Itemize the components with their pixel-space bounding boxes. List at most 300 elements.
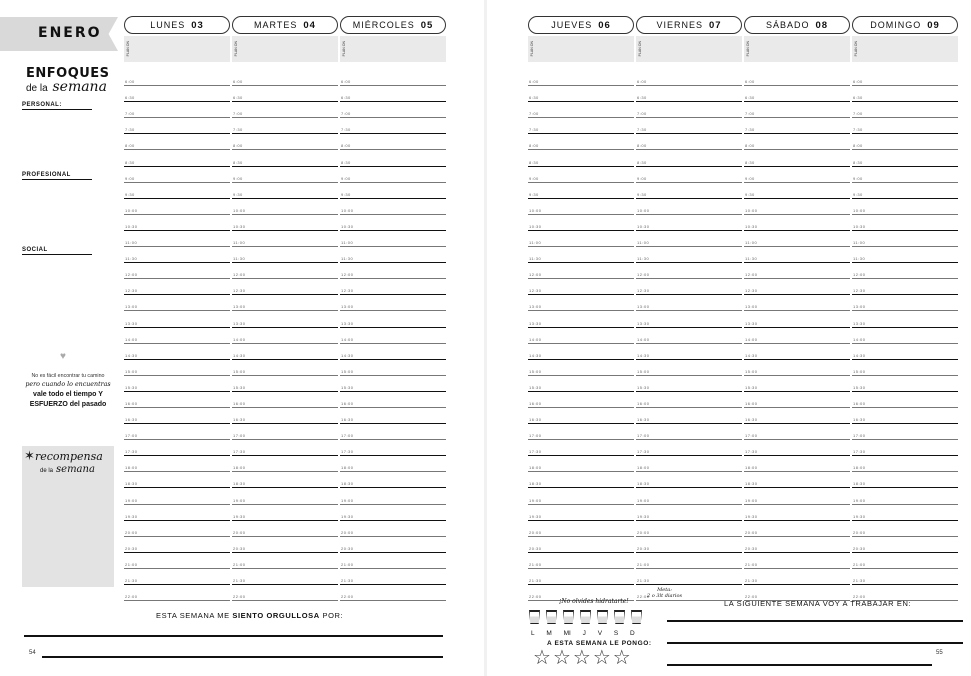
time-slot[interactable] <box>744 150 850 166</box>
time-slot[interactable] <box>340 488 446 504</box>
time-label: 18:30 <box>745 481 758 487</box>
time-slot[interactable] <box>852 537 958 553</box>
time-label: 8:30 <box>233 159 243 165</box>
time-slot[interactable] <box>124 344 230 360</box>
time-slot[interactable] <box>852 424 958 440</box>
time-slot[interactable] <box>340 505 446 521</box>
water-glass-icon[interactable] <box>529 610 540 624</box>
time-slot[interactable] <box>340 118 446 134</box>
time-slot[interactable] <box>852 505 958 521</box>
time-slot[interactable] <box>528 102 634 118</box>
time-slot[interactable] <box>636 553 742 569</box>
time-label: 8:00 <box>341 143 351 149</box>
time-slot[interactable] <box>852 376 958 392</box>
time-label: 11:30 <box>233 256 246 262</box>
time-slot[interactable] <box>232 408 338 424</box>
time-slot[interactable] <box>852 392 958 408</box>
time-slot[interactable] <box>528 247 634 263</box>
time-label: 14:30 <box>529 352 542 358</box>
time-slot[interactable] <box>528 424 634 440</box>
time-slot[interactable] <box>232 392 338 408</box>
time-slot[interactable] <box>232 199 338 215</box>
time-slot[interactable] <box>340 247 446 263</box>
time-slot[interactable] <box>528 118 634 134</box>
time-slot[interactable] <box>744 569 850 585</box>
time-slot[interactable] <box>124 328 230 344</box>
time-slot[interactable] <box>124 167 230 183</box>
time-label: 9:30 <box>637 191 647 197</box>
time-slot[interactable] <box>852 183 958 199</box>
time-slot[interactable] <box>232 311 338 327</box>
time-slot[interactable] <box>636 328 742 344</box>
time-slot[interactable] <box>744 392 850 408</box>
time-slot[interactable] <box>636 150 742 166</box>
time-slot[interactable] <box>124 585 230 601</box>
time-slot[interactable] <box>744 183 850 199</box>
time-slot[interactable] <box>232 376 338 392</box>
time-slot[interactable] <box>744 215 850 231</box>
plan-label: PLAN ON <box>342 41 346 57</box>
time-slot[interactable] <box>636 295 742 311</box>
time-slot[interactable] <box>744 247 850 263</box>
time-slot[interactable] <box>232 167 338 183</box>
time-slot[interactable] <box>528 328 634 344</box>
time-slot[interactable] <box>528 215 634 231</box>
time-slot[interactable] <box>232 70 338 86</box>
time-slot[interactable] <box>852 118 958 134</box>
time-slot[interactable] <box>528 521 634 537</box>
day-header-pill <box>124 16 230 34</box>
time-label: 6:00 <box>745 79 755 85</box>
time-slot[interactable] <box>232 537 338 553</box>
time-slot[interactable] <box>124 215 230 231</box>
time-slot[interactable] <box>744 360 850 376</box>
time-slot[interactable] <box>528 199 634 215</box>
time-slot[interactable] <box>124 376 230 392</box>
time-slot[interactable] <box>852 488 958 504</box>
time-slot[interactable] <box>340 392 446 408</box>
time-slot[interactable] <box>744 311 850 327</box>
time-slot[interactable] <box>636 537 742 553</box>
time-slot[interactable] <box>340 328 446 344</box>
time-slot[interactable] <box>528 150 634 166</box>
time-slot[interactable] <box>636 311 742 327</box>
time-slot[interactable] <box>528 311 634 327</box>
time-slot[interactable] <box>124 118 230 134</box>
time-slot[interactable] <box>636 505 742 521</box>
time-label: 9:30 <box>853 191 863 197</box>
time-slot[interactable] <box>124 392 230 408</box>
time-slot[interactable] <box>232 150 338 166</box>
time-slot[interactable] <box>124 102 230 118</box>
time-label: 15:00 <box>529 368 542 374</box>
time-slot[interactable] <box>744 86 850 102</box>
time-slot[interactable] <box>744 102 850 118</box>
time-slot[interactable] <box>636 488 742 504</box>
plan-band[interactable] <box>232 36 338 62</box>
time-slot[interactable] <box>232 328 338 344</box>
time-slot[interactable] <box>124 456 230 472</box>
time-slot[interactable] <box>232 215 338 231</box>
time-slot[interactable] <box>340 70 446 86</box>
time-slot[interactable] <box>744 408 850 424</box>
time-slot[interactable] <box>636 521 742 537</box>
time-slot[interactable] <box>852 569 958 585</box>
time-slot[interactable] <box>124 199 230 215</box>
time-slot[interactable] <box>528 440 634 456</box>
time-slot[interactable] <box>340 521 446 537</box>
time-slot[interactable] <box>124 231 230 247</box>
time-label: 11:00 <box>745 240 758 246</box>
time-slot[interactable] <box>340 279 446 295</box>
time-slot[interactable] <box>528 408 634 424</box>
time-slot[interactable] <box>744 376 850 392</box>
time-slot[interactable] <box>124 150 230 166</box>
time-slot[interactable] <box>340 231 446 247</box>
time-slot[interactable] <box>232 585 338 601</box>
time-label: 7:30 <box>745 127 755 133</box>
focus-subtitle <box>22 79 114 95</box>
time-slot[interactable] <box>528 488 634 504</box>
time-slot[interactable] <box>528 279 634 295</box>
time-slot[interactable] <box>340 360 446 376</box>
time-slot[interactable] <box>340 150 446 166</box>
time-label: 11:00 <box>125 240 138 246</box>
time-slot[interactable] <box>124 440 230 456</box>
time-slot[interactable] <box>124 70 230 86</box>
time-label: 15:00 <box>233 368 246 374</box>
time-slot[interactable] <box>636 456 742 472</box>
time-slot[interactable] <box>528 553 634 569</box>
time-slot[interactable] <box>636 392 742 408</box>
time-slot[interactable] <box>852 360 958 376</box>
time-slot[interactable] <box>124 424 230 440</box>
time-slot[interactable] <box>852 86 958 102</box>
time-slot[interactable] <box>852 70 958 86</box>
reward-title: recompensa <box>35 450 103 463</box>
time-label: 9:00 <box>853 175 863 181</box>
time-slot[interactable] <box>852 328 958 344</box>
time-slot[interactable] <box>232 263 338 279</box>
water-glass-icon[interactable] <box>580 610 591 624</box>
time-slot[interactable] <box>124 569 230 585</box>
time-slot[interactable] <box>852 456 958 472</box>
time-slot[interactable] <box>744 553 850 569</box>
weekday-label: MI <box>563 630 571 637</box>
time-slot[interactable] <box>528 392 634 408</box>
time-slot[interactable] <box>340 295 446 311</box>
time-slot[interactable] <box>636 263 742 279</box>
time-label: 21:00 <box>341 561 354 567</box>
hydrate-title: ¡No olvides hidratarte! <box>559 598 629 605</box>
time-slot[interactable] <box>744 263 850 279</box>
time-slot[interactable] <box>744 344 850 360</box>
rating-star-icon[interactable]: ☆ <box>592 647 611 669</box>
time-slot[interactable] <box>528 183 634 199</box>
time-slot[interactable] <box>232 344 338 360</box>
time-slot[interactable] <box>528 537 634 553</box>
time-label: 8:30 <box>125 159 135 165</box>
time-label: 20:00 <box>125 529 138 535</box>
time-slot[interactable] <box>232 134 338 150</box>
time-slot[interactable] <box>340 537 446 553</box>
rating-star-icon[interactable]: ☆ <box>612 647 631 669</box>
time-slot[interactable] <box>744 118 850 134</box>
plan-label: PLAN ON <box>530 41 534 57</box>
plan-band[interactable] <box>852 36 958 62</box>
time-slot[interactable] <box>636 134 742 150</box>
time-label: 6:30 <box>637 95 647 101</box>
weekly-reward-box[interactable] <box>22 446 114 587</box>
time-slot[interactable] <box>124 521 230 537</box>
time-slot[interactable] <box>528 472 634 488</box>
time-slot[interactable] <box>744 472 850 488</box>
time-slot[interactable] <box>232 183 338 199</box>
time-slot[interactable] <box>528 456 634 472</box>
time-slot[interactable] <box>852 311 958 327</box>
time-slot[interactable] <box>636 360 742 376</box>
time-slot[interactable] <box>232 424 338 440</box>
time-slot[interactable] <box>232 247 338 263</box>
time-slot[interactable] <box>744 279 850 295</box>
time-slot[interactable] <box>528 263 634 279</box>
time-slot[interactable] <box>744 424 850 440</box>
time-slot[interactable] <box>852 231 958 247</box>
time-slot[interactable] <box>124 86 230 102</box>
time-slot[interactable] <box>636 408 742 424</box>
time-slot[interactable] <box>340 472 446 488</box>
weekday-label: D <box>630 630 635 637</box>
day-header-pill <box>232 16 338 34</box>
time-slot[interactable] <box>528 505 634 521</box>
time-slot[interactable] <box>528 344 634 360</box>
time-slot[interactable] <box>636 167 742 183</box>
time-label: 21:30 <box>125 578 138 583</box>
time-slot[interactable] <box>852 102 958 118</box>
time-slot[interactable] <box>744 537 850 553</box>
time-slot[interactable] <box>124 505 230 521</box>
proud-suffix: POR: <box>319 611 344 620</box>
time-slot[interactable] <box>340 569 446 585</box>
time-slot[interactable] <box>528 360 634 376</box>
time-slot[interactable] <box>852 134 958 150</box>
time-slot[interactable] <box>340 456 446 472</box>
time-label: 12:30 <box>529 288 542 294</box>
time-slot[interactable] <box>852 263 958 279</box>
time-slot[interactable] <box>124 263 230 279</box>
time-slot[interactable] <box>528 569 634 585</box>
plan-band[interactable] <box>124 36 230 62</box>
time-slot[interactable] <box>232 505 338 521</box>
time-slot[interactable] <box>636 424 742 440</box>
time-slot[interactable] <box>124 311 230 327</box>
time-label: 19:30 <box>233 513 246 519</box>
time-slot[interactable] <box>852 295 958 311</box>
time-slot[interactable] <box>340 424 446 440</box>
next-week-line-1[interactable] <box>667 620 963 622</box>
time-slot[interactable] <box>232 456 338 472</box>
time-slot[interactable] <box>232 231 338 247</box>
time-slot[interactable] <box>232 86 338 102</box>
time-slot[interactable] <box>340 440 446 456</box>
plan-band[interactable] <box>636 36 742 62</box>
time-slot[interactable] <box>852 344 958 360</box>
time-slot[interactable] <box>340 215 446 231</box>
time-slot[interactable] <box>852 279 958 295</box>
time-slot[interactable] <box>124 360 230 376</box>
time-slot[interactable] <box>232 295 338 311</box>
time-slot[interactable] <box>124 279 230 295</box>
time-slot[interactable] <box>744 456 850 472</box>
day-number: 04 <box>303 19 316 31</box>
time-slot[interactable] <box>636 118 742 134</box>
time-slot[interactable] <box>852 150 958 166</box>
time-label: 7:00 <box>341 111 351 117</box>
time-slot[interactable] <box>744 231 850 247</box>
time-slot[interactable] <box>636 231 742 247</box>
page-number-right: 55 <box>936 650 943 656</box>
time-slot[interactable] <box>340 376 446 392</box>
next-week-line-3[interactable] <box>667 664 932 666</box>
day-name: DOMINGO <box>870 20 922 30</box>
time-label: 15:00 <box>853 368 866 374</box>
time-slot[interactable] <box>124 134 230 150</box>
time-slot[interactable] <box>340 167 446 183</box>
time-slot[interactable] <box>124 247 230 263</box>
time-slot[interactable] <box>744 440 850 456</box>
water-glass-icon[interactable] <box>546 610 557 624</box>
left-page <box>0 0 485 676</box>
time-slot[interactable] <box>232 440 338 456</box>
time-slot[interactable] <box>232 488 338 504</box>
time-slot[interactable] <box>232 472 338 488</box>
time-slot[interactable] <box>528 134 634 150</box>
time-slot[interactable] <box>852 199 958 215</box>
time-slot[interactable] <box>124 537 230 553</box>
next-week-line-2[interactable] <box>667 642 963 644</box>
time-slot[interactable] <box>124 472 230 488</box>
time-slot[interactable] <box>528 70 634 86</box>
time-label: 22:00 <box>745 594 758 600</box>
time-label: 9:00 <box>529 175 539 181</box>
time-slot[interactable] <box>636 247 742 263</box>
time-slot[interactable] <box>340 183 446 199</box>
time-slot[interactable] <box>340 585 446 601</box>
time-slot[interactable] <box>528 167 634 183</box>
rating-star-icon[interactable]: ☆ <box>552 647 571 669</box>
water-glass-icon[interactable] <box>631 610 642 624</box>
time-slot[interactable] <box>636 199 742 215</box>
time-slot[interactable] <box>852 247 958 263</box>
water-glass-icon[interactable] <box>563 610 574 624</box>
time-slot[interactable] <box>636 215 742 231</box>
time-slot[interactable] <box>340 311 446 327</box>
time-slot[interactable] <box>744 505 850 521</box>
time-slot[interactable] <box>744 295 850 311</box>
time-slot[interactable] <box>636 183 742 199</box>
time-label: 22:00 <box>529 594 542 600</box>
time-label: 8:00 <box>233 143 243 149</box>
time-slot[interactable] <box>744 167 850 183</box>
time-slot[interactable] <box>852 215 958 231</box>
time-slot[interactable] <box>744 134 850 150</box>
time-slot[interactable] <box>528 86 634 102</box>
time-slot[interactable] <box>744 199 850 215</box>
time-slot[interactable] <box>340 86 446 102</box>
time-slot[interactable] <box>124 553 230 569</box>
time-slot[interactable] <box>528 376 634 392</box>
time-slot[interactable] <box>232 360 338 376</box>
time-slot[interactable] <box>852 408 958 424</box>
time-slot[interactable] <box>852 440 958 456</box>
time-slot[interactable] <box>852 553 958 569</box>
time-label: 14:00 <box>745 336 758 342</box>
proud-write-line-2[interactable] <box>42 656 443 658</box>
time-slot[interactable] <box>852 167 958 183</box>
water-glass-icon[interactable] <box>614 610 625 624</box>
time-slot[interactable] <box>232 118 338 134</box>
proud-write-line-1[interactable] <box>24 635 443 637</box>
time-slot[interactable] <box>636 472 742 488</box>
rating-star-icon[interactable]: ☆ <box>533 647 551 669</box>
time-slot[interactable] <box>852 472 958 488</box>
time-slot[interactable] <box>124 408 230 424</box>
time-slot[interactable] <box>744 521 850 537</box>
water-glass-icon[interactable] <box>597 610 608 624</box>
time-label: 20:00 <box>529 529 542 535</box>
time-slot[interactable] <box>340 263 446 279</box>
time-slot[interactable] <box>744 328 850 344</box>
time-slot[interactable] <box>636 440 742 456</box>
time-slot[interactable] <box>636 70 742 86</box>
time-slot[interactable] <box>340 344 446 360</box>
time-slot[interactable] <box>636 569 742 585</box>
time-slot[interactable] <box>232 553 338 569</box>
time-slot[interactable] <box>636 344 742 360</box>
time-label: 11:30 <box>637 256 650 262</box>
time-slot[interactable] <box>636 376 742 392</box>
time-slot[interactable] <box>636 102 742 118</box>
time-slot[interactable] <box>232 569 338 585</box>
rating-star-icon[interactable]: ☆ <box>572 647 591 669</box>
time-label: 11:30 <box>341 256 354 262</box>
time-slot[interactable] <box>340 134 446 150</box>
plan-band[interactable] <box>528 36 634 62</box>
time-slot[interactable] <box>744 488 850 504</box>
time-slot[interactable] <box>340 102 446 118</box>
time-slot[interactable] <box>340 408 446 424</box>
time-slot[interactable] <box>852 521 958 537</box>
time-slot[interactable] <box>340 553 446 569</box>
time-slot[interactable] <box>232 102 338 118</box>
time-slot[interactable] <box>232 521 338 537</box>
time-slot[interactable] <box>636 86 742 102</box>
time-slot-list <box>340 70 446 601</box>
plan-band[interactable] <box>744 36 850 62</box>
time-slot[interactable] <box>528 295 634 311</box>
plan-band[interactable] <box>340 36 446 62</box>
time-slot[interactable] <box>636 279 742 295</box>
page-number-left: 54 <box>29 650 36 656</box>
time-slot[interactable] <box>124 295 230 311</box>
time-slot[interactable] <box>124 488 230 504</box>
time-slot[interactable] <box>124 183 230 199</box>
time-slot[interactable] <box>528 231 634 247</box>
time-slot[interactable] <box>232 279 338 295</box>
time-slot[interactable] <box>340 199 446 215</box>
time-label: 20:30 <box>637 545 650 551</box>
time-slot[interactable] <box>744 70 850 86</box>
